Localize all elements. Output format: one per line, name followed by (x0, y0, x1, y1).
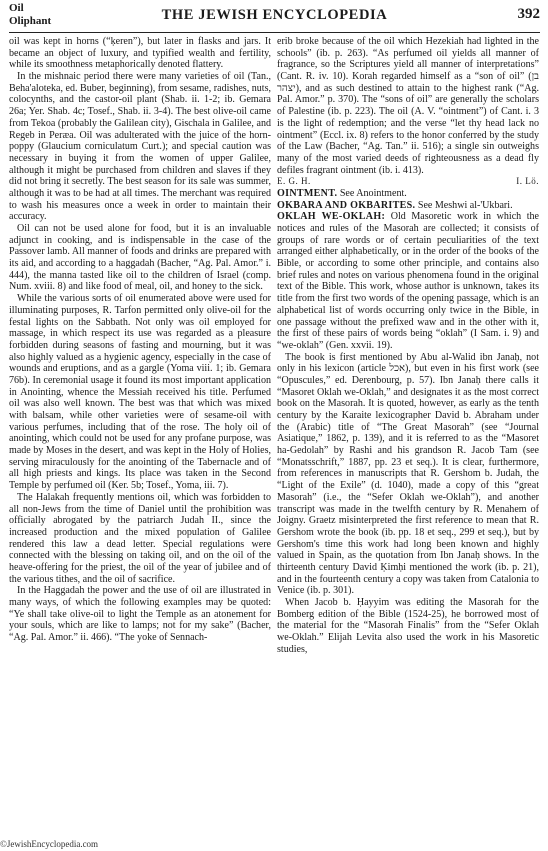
paragraph: When Jacob b. Ḥayyim was editing the Masorah for the Bomberg edition of the Bible (1524-25), he borrowed most of the material for the “Masorah Finalis” from the “Sefer Oklah we-Oklah.” Elijah Levita also used the work in his Masoretic studies, (277, 597, 539, 655)
paragraph: Oil can not be used alone for food, but it is an invaluable adjunct in cooking, and is indispensable in the case of the Passover lamb. All manner of foods and drinks are prepared with its aid, and according to a haggadah (Bacher, “Ag. Pal. Amor.” i. 444), the manna tasted like oil to the children of Israel (comp. Num. xviii. 8) and like food of meal, oil, and honey to the sick. (9, 223, 271, 293)
page-header (9, 2, 540, 33)
entry-title: OKLAH WE-OKLAH: (277, 211, 386, 223)
right-column (277, 36, 539, 655)
left-column (9, 36, 271, 644)
cross-reference-link[interactable]: See Meshwi al-'Ukbari. (417, 199, 513, 211)
entry-text: Old Masoretic work in which the notices and rules of the Masorah are collected; it consists of groups of rare words or of certain peculiarities of the text arranged either alphabetically, or in the order of the books of the Bible, or according to some other principle, and contains also brief rules and notes on various phenomena found in the original text of the Bible. This work, whose author is unknown, takes its title from the first two words of the opening passage, which is an alphabetical list of words occurring only twice in the Bible, in one passage without the prefixed waw and in the other with it, the first of these pairs of words being “oklah” (I Sam. i. 9) and “we-oklah” (Gen. xxvii. 19). (277, 211, 540, 351)
running-head-last-word: Oliphant (9, 14, 52, 27)
entry-okbara (277, 200, 539, 212)
paragraph: In the Haggadah the power and the use of oil are illustrated in many ways, of which the following examples may be quoted: “Ye shall take olive-oil to light the Temple as an atonement for your souls, which are like to lamps; not for my sake” (Bacher, “Ag. Pal. Amor.” ii. 466). “The yoke of Sennach- (9, 585, 271, 644)
signature-initials: E. G. H. (277, 176, 311, 187)
copyright-footer: ©JewishEncyclopedia.com (0, 839, 99, 849)
page-number: 392 (517, 6, 540, 22)
signature-author: I. Lö. (516, 176, 539, 187)
running-head-first-word: Oil (9, 2, 24, 14)
entry-ointment (277, 188, 539, 200)
publication-title: THE JEWISH ENCYCLOPEDIA (161, 7, 388, 23)
paragraph: While the various sorts of oil enumerated above were used for illuminating purposes, R. Tarfon permitted only olive-oil for the festal lights on the Sabbath. Not only was oil employed for massage, in which respect its use was regarded as a pleasure forbidden during seasons of fasting and mourning, but it was also highly valued as a hygienic agency, especially in the case of wounds and eruptions, and as a gargle (Yoma viii. 1; ib. Gemara 76b). In ceremonial usage it found its most important application in Anointing, whence the Messiah received his title. Perfumed oil was also well known. The best was that which was mixed with balsam, while other varieties were of sesame-oil with various perfumes, including that of the rose. The holy oil of anointing, which could not be used for any profane purpose, was made by Moses in the desert, and was kept in the Holy of Holies, serving miraculously for the anointing of the Tabernacle and of all high priests and kings. Its place was taken in the Second Temple by perfumed oil (Ker. 5b; Tosef., Yoma, iii. 7). (9, 293, 272, 492)
paragraph: The Halakah frequently mentions oil, which was forbidden to all non-Jews from the time of Daniel until the prohibition was officially abrogated by the patriarch Judah II., since the increased production and the mixed population of Galilee rendered this law a dead letter. Special regulations were connected with the blessing on taking oil, and on the oil of the heave-offering for the priest, the oil of the year of jubilee and of the various tithes, and the oil of sacrifice. (9, 491, 271, 585)
text-columns (9, 36, 540, 836)
paragraph: erib broke because of the oil which Hezekiah had lighted in the schools” (ib. p. 263). “As perfumed oil yields all manner of fragrance, so the Scriptures yield all manner of interpretations” (Cant. R. iv. 10). Korah regarded himself as a “son of oil” (בן יצהר), and as such destined to attain to the highest rank (“Ag. Pal. Amor.” p. 370). The “sons of oil” are generally the scholars of Palestine (ib. p. 223). The oil (A. V. “ointment”) of Cant. i. 3 is the light of redemption; and the verse “let thy head lack no ointment” (Eccl. ix. 8) refers to the honor conferred by the study of the Law (Bacher, “Ag. Tan.” ii. 516); a single sin outweighs many of the most varied deeds of righteousness as a dead fly defiles fragrant ointment (ib. i. 413). (277, 36, 539, 176)
article-signature (277, 176, 539, 188)
paragraph: In the mishnaic period there were many varieties of oil (Tan., Beha'aloteka, ed. Buber, beginning), from sesame, radishes, nuts, colocynths, and the castor-oil plant (Shab. ii. 1-2; ib. Gemara 26a; Yer. Shab. 4c; Tosef., Shab. ii. 3-4). The best olive-oil came from Tekoa (probably the Galilean city), Gischala in Galilee, and Regeb in Peræa. Oil was adulterated with the juice of the horn-poppy (Glaucium corniculatum Curt.); and special caution was necessary in buying it from the women of upper Galilee, although it might be purchased from children and slaves if they did not bring it secretly. The best season for its sale was summer, although it was to be had at all times. The merchant was required to wash his measures once a week in order to maintain their accuracy. (9, 71, 271, 223)
cross-reference-link[interactable]: See Anointment. (339, 187, 407, 199)
paragraph: oil was kept in horns (“ḳeren”), but later in flasks and jars. It became an object of luxury, and typified wealth and fertility, while its smoothness metaphorically denoted flattery. (9, 36, 271, 71)
entry-oklah (277, 211, 539, 351)
entry-title: OINTMENT. (277, 187, 338, 199)
entry-title: OKBARA AND OKBARITES. (277, 199, 416, 211)
paragraph: The book is first mentioned by Abu al-Walid ibn Janaḥ, not only in his lexicon (article אכל), but even in his first work (see “Opuscules,” ed. Derenbourg, p. 57). Ibn Janaḥ there calls it “Masoret Oklah we-Oklah,” and designates it as the most correct book on the Masorah. It is quoted, however, as early as the tenth century by the Karaite lexicographer David b. Abraham under the (Arabic) title of “The Great Masorah” (see “Journal Asiatique,” 1862, p. 139), and it is referred to as the “Masoret ha-Gedolah” by Rashi and his grandson R. Jacob Tam (see “Monatsschrift,” 1887, pp. 23 et seq.). It is clear, furthermore, from references in manuscripts that R. Gershom b. Judah, the “Light of the Exile” (d. 1040), made a copy of this “great Masorah” (i.e., the “Sefer Oklah we-Oklah”), and another transcript was made in the twelfth century by R. Menahem of Joigny. Graetz misinterpreted the first reference to mean that R. Gershom wrote the book (ib. pp. 18 et seq., 299 et seq.), but by Gershom's time this work had long been known and highly valued in Spain, as the quotation from Ibn Janaḥ shows. In the thirteenth century David Ḳimḥi mentioned the work (ib. p. 21), and in the fourteenth century a copy was taken from Catalonia to Venice (ib. p. 301). (277, 351, 539, 597)
